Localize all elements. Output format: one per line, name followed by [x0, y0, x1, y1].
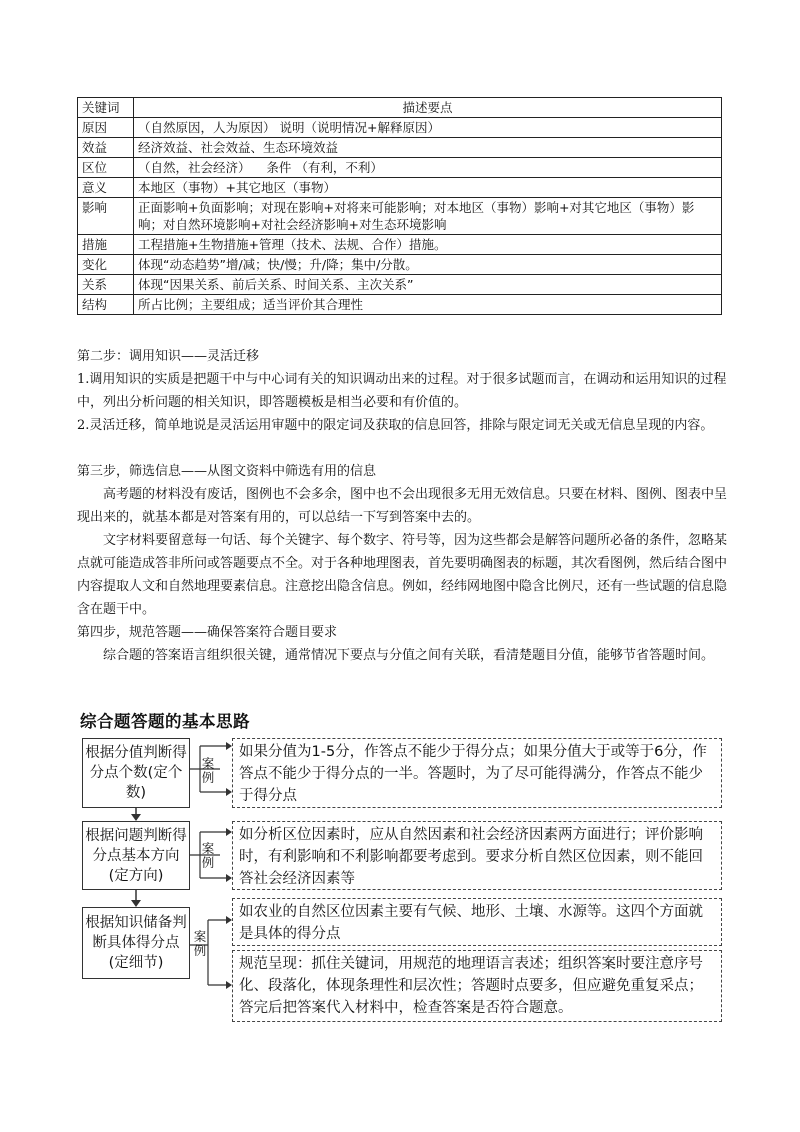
step2-title: 第二步：调用知识——灵活迁移	[77, 349, 260, 364]
case-tag: 案例	[201, 841, 215, 870]
table-row	[78, 255, 722, 275]
row-keyword: 关系	[78, 275, 134, 295]
diagram-title: 综合题答题的基本思路	[80, 712, 250, 731]
step2-paragraph-2: 2.灵活迁移，简单地说是灵活运用审题中的限定词及获取的信息回答，排除与限定词无关或无信息呈现的内容。	[77, 418, 714, 433]
case-tag: 案例	[193, 929, 207, 958]
row-keyword: 意义	[78, 178, 134, 198]
row-keyword: 区位	[78, 158, 134, 178]
step4-paragraph-1: 综合题的答案语言组织很关键，通常情况下要点与分值之间有关联，看清楚题目分值，能够节省答题时间。	[103, 648, 715, 663]
step3-paragraph-1: 高考题的材料没有废话，图例也不会多余，图中也不会出现很多无用无效信息。只要在材料、图例、图表中呈现出来的，就基本都是对答案有用的，可以总结一下写到答案中去的。	[77, 487, 728, 525]
example-box-detail: 如农业的自然区位因素主要有气候、地形、土壤、水源等。这四个方面就是具体的得分点	[232, 898, 722, 946]
table-row	[78, 158, 722, 178]
row-keyword: 结构	[78, 295, 134, 315]
table-row	[78, 178, 722, 198]
step2-paragraph-1: 1.调用知识的实质是把题干中与中心词有关的知识调动出来的过程。对于很多试题而言，在调动和运用知识的过程中，列出分析问题的相关知识，即答题模板是相当必要和有价值的。	[77, 372, 727, 410]
row-description: 经济效益、社会效益、生态环境效益	[134, 138, 722, 158]
row-description: 体现“因果关系、前后关系、时间关系、主次关系”	[134, 275, 722, 295]
row-description: 正面影响+负面影响；对现在影响+对将来可能影响；对本地区（事物）影响+对其它地区（事物）影响；对自然环境影响+对社会经济影响+对生态环境影响	[134, 198, 722, 235]
row-description: 所占比例；主要组成；适当评价其合理性	[134, 295, 722, 315]
example-box-direction: 如分析区位因素时，应从自然因素和社会经济因素两方面进行；评价影响时，有利影响和不利影响都要考虑到。要求分析自然区位因素，则不能回答社会经济因素等	[232, 821, 722, 890]
example-box-count: 如果分值为1-5分，作答点不能少于得分点；如果分值大于或等于6分，作答点不能少于得分点的一半。答题时，为了尽可能得满分，作答点不能少于得分点	[232, 738, 722, 808]
table-header-row	[78, 98, 722, 118]
row-description: 本地区（事物）+其它地区（事物）	[134, 178, 722, 198]
row-description: 体现“动态趋势”增/减；快/慢；升/降；集中/分散。	[134, 255, 722, 275]
step-box-count: 根据分值判断得分点个数(定个数)	[82, 738, 190, 808]
example-box-norm: 规范呈现：抓住关键词，用规范的地理语言表述；组织答案时要注意序号化、段落化，体现条理性和层次性；答题时点要多，但应避免重复采点；答完后把答案代入材料中，检查答案是否符合题意。	[232, 950, 722, 1022]
row-keyword: 影响	[78, 198, 134, 235]
row-description: （自然，社会经济） 条件 （有利，不利）	[134, 158, 722, 178]
table-row	[78, 295, 722, 315]
row-description: 工程措施+生物措施+管理（技术、法规、合作）措施。	[134, 235, 722, 255]
header-keyword: 关键词	[78, 98, 134, 118]
table-row	[78, 235, 722, 255]
row-keyword: 效益	[78, 138, 134, 158]
table-row	[78, 138, 722, 158]
table-row	[78, 198, 722, 235]
row-description: （自然原因，人为原因） 说明（说明情况+解释原因）	[134, 118, 722, 138]
case-tag: 案例	[201, 756, 215, 785]
step4-title: 第四步，规范答题——确保答案符合题目要求	[77, 625, 338, 640]
row-keyword: 原因	[78, 118, 134, 138]
step3-paragraph-2: 文字材料要留意每一句话、每个关键字、每个数字、符号等，因为这些都会是解答问题所必备的条件，忽略某点就可能造成答非所问或答题要点不全。对于各种地理图表，首先要明确图表的标题，其次看图例，然后结合图中内容提取人文和自然地理要素信息。注意挖出隐含信息。例如，经纬网地图中隐含比例尺，还有一些试题的信息隐含在题干中。	[77, 533, 728, 617]
keyword-table	[77, 97, 722, 315]
table-row	[78, 118, 722, 138]
step-box-direction: 根据问题判断得分点基本方向(定方向)	[82, 821, 190, 890]
row-keyword: 变化	[78, 255, 134, 275]
header-description: 描述要点	[134, 98, 722, 118]
table-row	[78, 275, 722, 295]
step3-title: 第三步，筛选信息——从图文资料中筛选有用的信息	[77, 464, 377, 479]
row-keyword: 措施	[78, 235, 134, 255]
step-box-detail: 根据知识储备判断具体得分点(定细节)	[82, 907, 190, 979]
